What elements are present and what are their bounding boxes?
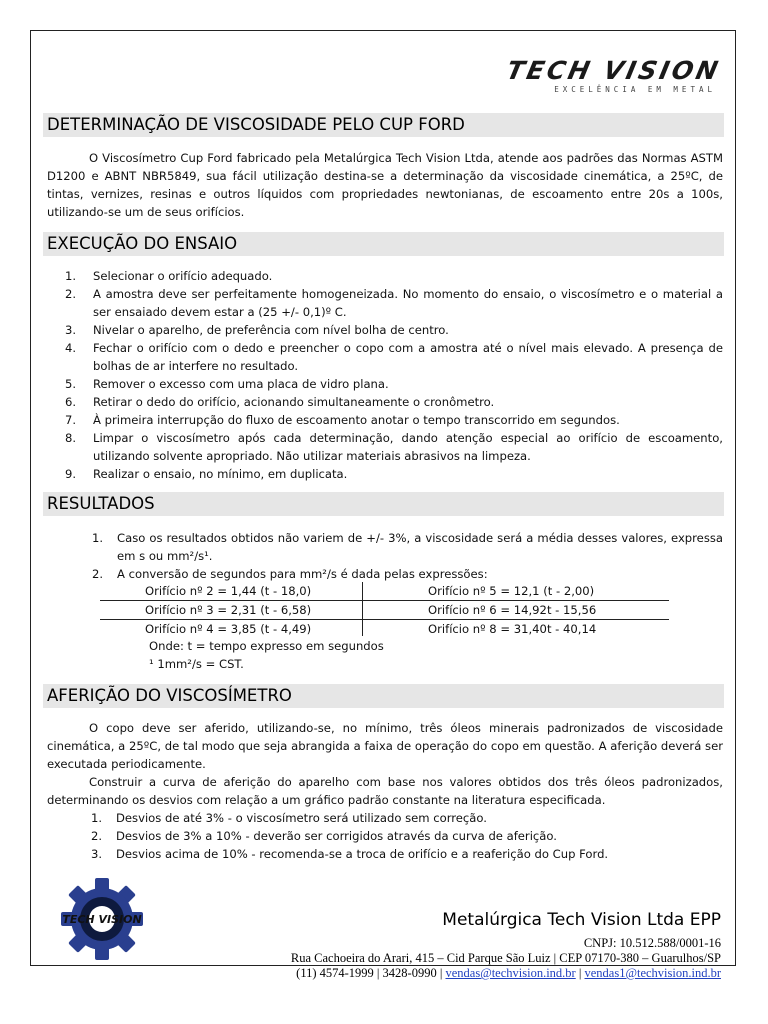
section-heading-resultados: RESULTADOS xyxy=(43,492,724,516)
list-item: 2. A conversão de segundos para mm²/s é dada pelas expressões: xyxy=(92,567,488,581)
tech-vision-logo xyxy=(444,56,724,98)
conversion-table xyxy=(100,582,669,638)
footer-phones: (11) 4574-1999 | 3428-0990 | xyxy=(296,966,446,980)
footer-separator: | xyxy=(575,966,585,980)
table-cell: Orifício nº 4 = 3,85 (t - 4,49) xyxy=(145,622,312,636)
footer-cnpj: CNPJ: 10.512.588/0001-16 xyxy=(583,936,721,950)
gear-logo-icon xyxy=(47,878,157,960)
email-link-vendas[interactable]: vendas@techvision.ind.br xyxy=(445,966,576,980)
logo-brand: TECH VISION xyxy=(503,56,724,85)
table-cell: Orifício nº 5 = 12,1 (t - 2,00) xyxy=(428,584,595,598)
time-note: Onde: t = tempo expresso em segundos xyxy=(149,639,384,653)
unit-footnote: ¹ 1mm²/s = CST. xyxy=(149,657,244,671)
table-cell: Orifício nº 3 = 2,31 (t - 6,58) xyxy=(145,603,312,617)
table-row xyxy=(100,582,669,601)
calibration-curve-paragraph: Construir a curva de aferição do aparelho com base nos valores obtidos dos três óleos padronizados, determinando os desvios com relação a um gráfico padrão constante na literatura especificada. xyxy=(47,775,723,807)
list-item: 1. Caso os resultados obtidos não variem de +/- 3%, a viscosidade será a média desses valores, expressa em s ou mm²/s¹. xyxy=(92,531,723,563)
list-item: 2. A amostra deve ser perfeitamente homogeneizada. No momento do ensaio, o viscosímetro e o material a ser ensaiado devem estar a (25 +/- 0,1)º C. xyxy=(65,287,723,319)
table-cell: Orifício nº 2 = 1,44 (t - 18,0) xyxy=(145,584,312,598)
list-item: 3. Nivelar o aparelho, de preferência com nível bolha de centro. xyxy=(65,323,449,337)
calibration-paragraph: O copo deve ser aferido, utilizando-se, no mínimo, três óleos minerais padronizados de viscosidade cinemática, a 25ºC, de tal modo que seja abrangida a faixa de operação do copo em questão. A aferição deverá ser executada periodicamente. xyxy=(47,721,723,771)
procedure-steps-list xyxy=(47,267,723,483)
section-heading-determinacao: DETERMINAÇÃO DE VISCOSIDADE PELO CUP FORD xyxy=(43,113,724,137)
footer-address: Rua Cachoeira do Arari, 415 – Cid Parque São Luiz | CEP 07170-380 – Guarulhos/SP xyxy=(290,951,721,965)
table-cell: Orifício nº 6 = 14,92t - 15,56 xyxy=(428,603,597,617)
gear-logo-text: TECH VISION xyxy=(62,913,142,926)
list-item: 8. Limpar o viscosímetro após cada determinação, dando atenção especial ao orifício de escoamento, utilizando solvente apropriado. Não utilizar materiais abrasivos na limpeza. xyxy=(65,431,723,463)
table-row xyxy=(100,620,669,638)
list-item: 1. Selecionar o orifício adequado. xyxy=(65,269,273,283)
list-item: 7. À primeira interrupção do fluxo de escoamento anotar o tempo transcorrido em segundos. xyxy=(65,413,620,427)
section-heading-execucao: EXECUÇÃO DO ENSAIO xyxy=(43,232,724,256)
footer-contact xyxy=(296,966,721,981)
table-row xyxy=(100,601,669,620)
list-item: 2. Desvios de 3% a 10% - deverão ser corrigidos através da curva de aferição. xyxy=(91,829,557,843)
table-cell: Orifício nº 8 = 31,40t - 40,14 xyxy=(428,622,597,636)
results-list xyxy=(47,529,723,583)
list-item: 9. Realizar o ensaio, no mínimo, em duplicata. xyxy=(65,467,348,481)
intro-paragraph: O Viscosímetro Cup Ford fabricado pela Metalúrgica Tech Vision Ltda, atende aos padrões das Normas ASTM D1200 e ABNT NBR5849, sua fácil utilização destina-se a determinação da viscosidade cinemática, a 25ºC, de tintas, vernizes, resinas e outros líquidos com propriedades newtonianas, de escoamento entre 20s a 100s, utilizando-se um de seus orifícios. xyxy=(47,151,723,219)
logo-tagline: EXCELÊNCIA EM METAL xyxy=(554,85,716,94)
email-link-vendas1[interactable]: vendas1@techvision.ind.br xyxy=(584,966,721,980)
list-item: 4. Fechar o orifício com o dedo e preencher o copo com a amostra até o nível mais elevado. A presença de bolhas de ar interfere no resultado. xyxy=(65,341,723,373)
list-item: 5. Remover o excesso com uma placa de vidro plana. xyxy=(65,377,389,391)
list-item: 1. Desvios de até 3% - o viscosímetro será utilizado sem correção. xyxy=(91,811,487,825)
section-heading-afericao: AFERIÇÃO DO VISCOSÍMETRO xyxy=(43,684,724,708)
list-item: 3. Desvios acima de 10% - recomenda-se a troca de orifício e a reaferição do Cup Ford. xyxy=(91,847,609,861)
list-item: 6. Retirar o dedo do orifício, acionando simultaneamente o cronômetro. xyxy=(65,395,495,409)
footer-company-name: Metalúrgica Tech Vision Ltda EPP xyxy=(442,910,721,930)
deviation-list xyxy=(47,809,723,863)
